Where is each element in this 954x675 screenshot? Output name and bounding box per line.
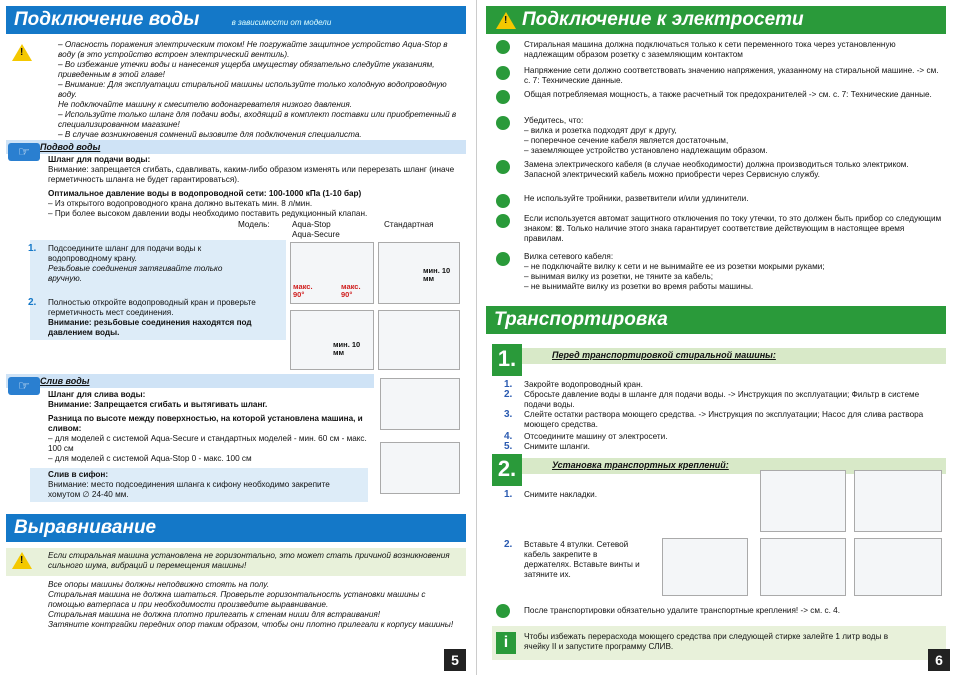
angle-label: макс. 90° xyxy=(293,282,313,299)
step-number: 5. xyxy=(504,441,513,452)
cable-holder-illustration xyxy=(760,538,846,596)
step-number: 4. xyxy=(504,431,513,442)
bullet-icon xyxy=(496,116,510,130)
info-icon: i xyxy=(496,632,516,654)
aqua-stop-connection-illustration xyxy=(290,242,374,304)
inlet-hose-label: Шланг для подачи воды: xyxy=(48,155,151,164)
drain-subtitle: Слив воды xyxy=(40,376,90,386)
step-note: Резьбовые соединения затягивайте только вручную. xyxy=(48,264,223,283)
bullet-icon xyxy=(496,214,510,228)
bullet-icon xyxy=(496,66,510,80)
bullet-icon xyxy=(496,604,510,618)
step-text: Снимите накладки. xyxy=(524,490,597,499)
sec1-title: Перед транспортировкой стиральной машины: xyxy=(552,350,776,360)
inlet-body xyxy=(48,155,458,219)
step-number: 1. xyxy=(504,379,513,390)
siphon-label: Слив в сифон: xyxy=(48,470,109,479)
hand-pointer-icon: ☞ xyxy=(8,143,40,161)
power-item: Общая потребляемая мощность, а также расчетный ток предохранителей -> см. с. 7: Технические данные. xyxy=(524,90,932,99)
drain-body xyxy=(48,390,378,464)
faucet-illustration xyxy=(290,310,374,370)
angle-label: макс. 90° xyxy=(341,282,361,299)
step-number: 2. xyxy=(28,297,37,308)
power-item: Стиральная машина должна подключаться только к сети переменного тока через установленную надлежащим образом розетку с заземляющим контактом xyxy=(524,40,896,59)
inlet-subheader xyxy=(6,140,466,154)
inlet-hose-warning: Внимание: запрещается сгибать, сдавливать, каким-либо образом изменять или перерезать шланг (иначе герметичность шланга не будет гарантироваться). xyxy=(48,165,455,184)
transport-title: Транспортировка xyxy=(494,309,668,330)
power-item: Вилка сетевого кабеля: – не подключайте вилку к сети и не вынимайте ее из розетки мокрыми руками; – вынимая вилку из розетки, не тяните за кабель; – не вынимайте вилку из розетки во время работы машины. xyxy=(524,252,825,291)
bullet-icon xyxy=(496,252,510,266)
model-standard: Стандартная xyxy=(384,220,434,229)
page-divider xyxy=(476,0,477,675)
model-label: Модель: xyxy=(238,220,270,229)
sec1-subheader xyxy=(518,348,946,364)
step-note: Внимание: резьбовые соединения находятся под давлением воды. xyxy=(48,318,252,337)
hand-pointer-icon: ☞ xyxy=(8,377,40,395)
step-number: 1. xyxy=(504,489,513,500)
step-text xyxy=(48,244,248,284)
bullet-icon xyxy=(496,160,510,174)
leveling-text: Все опоры машины должны неподвижно стоять на полу. Стиральная машина не должна шататься. Проверьте горизонтальность установки машины с помощью ватерпаса и при необходимости произведите выравнивание. Стиральная машина не должна плотно прилегать к стенам ниши для встраивания! Затяните контргайки передних опор таким образом, чтобы они плотно прилегали к корпусу машины! xyxy=(48,580,454,629)
step-number: 1. xyxy=(28,243,37,254)
power-item: Замена электрического кабеля (в случае необходимости) должна производиться только электриком. Запасной электрический кабель можно приобрести через Сервисную службу. xyxy=(524,160,909,179)
step-text: Отсоедините машину от электросети. xyxy=(524,432,668,441)
drain-hose-label: Шланг для слива воды: xyxy=(48,390,146,399)
warning-icon: ! xyxy=(12,44,32,61)
sec2-title: Установка транспортных креплений: xyxy=(552,460,729,470)
sink-illustration xyxy=(380,442,460,494)
min-distance-label: мин. 10 мм xyxy=(423,266,451,283)
step-instruction: Полностью откройте водопроводный кран и проверьте герметичность мест соединения. xyxy=(48,298,256,317)
step-number: 3. xyxy=(504,409,513,420)
section-number: 1. xyxy=(492,344,522,376)
step-number: 2. xyxy=(504,539,513,550)
machine-back-illustration xyxy=(760,470,846,532)
drain-height-list: – для моделей с системой Aqua-Secure и стандартных моделей - мин. 60 см - макс. 100 см – для моделей с системой Aqua-Stop 0 - макс. 100 см xyxy=(48,434,367,463)
sleeve-insert-illustration xyxy=(662,538,748,596)
model-note: в зависимости от модели xyxy=(231,18,332,27)
info-text: Чтобы избежать перерасхода моющего средства при следующей стирке залейте 1 литр воды в ячейку II и запустите программу СЛИВ. xyxy=(524,632,889,651)
leveling-header xyxy=(6,514,466,542)
step-text: Закройте водопроводный кран. xyxy=(524,380,643,389)
power-item: Не используйте тройники, разветвители и/или удлинители. xyxy=(524,194,749,203)
step-number: 2. xyxy=(504,389,513,400)
min-distance-label: мин. 10 мм xyxy=(333,340,361,357)
drain-hose-illustration xyxy=(380,378,460,430)
model-aqua-stop: Aqua-Stop Aqua-Secure xyxy=(292,220,340,239)
inlet-pressure: Оптимальное давление воды в водопроводной сети: 100-1000 кПа (1-10 бар) xyxy=(48,189,362,198)
drain-height: Разница по высоте между поверхностью, на которой установлена машина, и сливом: xyxy=(48,414,363,433)
water-warnings: – Опасность поражения электрическим током! Не погружайте защитное устройство Aqua-Stop в воду (в это устройство встроен электрический вентиль). – Во избежание утечки воды и нанесения ущерба имуществу обязательно следуйте указаниям, приведенным в этой главе! – Внимание: Для эксплуатации стиральной машины используйте только холодную водопроводную воду. Не подключайте машину к смесителю водонагревателя низкого давления. – Используйте только шланг для подачи воды, входящий в комплект поставки или приобретенный в специализированном магазине! – В случае возникновения сомнений вызовите для подключения специалиста. xyxy=(58,40,457,139)
bullet-icon xyxy=(496,90,510,104)
power-connection-header xyxy=(486,6,946,34)
step-text: Снимите шланги. xyxy=(524,442,590,451)
power-item: Убедитесь, что: – вилка и розетка подходят друг к другу, – поперечное сечение кабеля является достаточным, – заземляющее устройство установлено надлежащим образом. xyxy=(524,116,768,155)
page-number: 5 xyxy=(444,649,466,671)
page-number: 6 xyxy=(928,649,950,671)
power-connection-title: Подключение к электросети xyxy=(522,9,804,30)
screw-tighten-illustration xyxy=(854,538,942,596)
page-left xyxy=(0,0,472,675)
cover-removal-illustration xyxy=(854,470,942,532)
siphon-body xyxy=(48,470,358,500)
step-instruction: Подсоедините шланг для подачи воды к водопроводному крану. xyxy=(48,244,202,263)
step-text: Сбросьте давление воды в шланге для подачи воды. -> Инструкция по эксплуатации; Фильтр в системе подачи воды. xyxy=(524,390,920,409)
bullet-icon xyxy=(496,194,510,208)
warning-icon: ! xyxy=(12,552,32,569)
drain-subheader xyxy=(6,374,374,388)
bullet-icon xyxy=(496,40,510,54)
leveling-warning: Если стиральная машина установлена не горизонтально, это может стать причиной возникновения сильного шума, вибраций и перемещения машины! xyxy=(48,551,450,570)
transport-header xyxy=(486,306,946,334)
power-item: Если используется автомат защитного отключения по току утечки, то это должен быть прибор со следующим знаком: ⊠. Только наличие этого знака гарантирует соответствие действующим в настоящее время правилам. xyxy=(524,214,942,243)
transport-final-note: После транспортировки обязательно удалите транспортные крепления! -> см. с. 4. xyxy=(524,606,841,615)
leveling-title: Выравнивание xyxy=(14,517,157,538)
power-item: Напряжение сети должно соответствовать значению напряжения, указанному на стиральной машине. -> см. с. 7: Технические данные. xyxy=(524,66,939,85)
step-text: Слейте остатки раствора моющего средства. -> Инструкция по эксплуатации; Насос для слива раствора моющего средства. xyxy=(524,410,924,429)
standard-connection-illustration xyxy=(378,242,460,304)
step-text xyxy=(48,298,278,338)
siphon-text: Внимание: место подсоединения шланга к сифону необходимо закрепите хомутом ∅ 24-40 мм. xyxy=(48,480,330,499)
step-text: Вставьте 4 втулки. Сетевой кабель закрепите в держателях. Вставьте винты и затяните их. xyxy=(524,540,640,579)
section-number: 2. xyxy=(492,454,522,486)
water-connection-header xyxy=(6,6,466,34)
water-connection-title: Подключение воды xyxy=(14,9,200,30)
warning-icon: ! xyxy=(496,12,516,29)
inlet-subtitle: Подвод воды xyxy=(40,142,101,152)
inlet-pressure-list: – Из открытого водопроводного крана должно вытекать мин. 8 л/мин. – При более высоком давлении воды необходимо поставить редукционный клапан. xyxy=(48,199,368,218)
drain-hose-warning: Внимание: Запрещается сгибать и вытягивать шланг. xyxy=(48,400,268,409)
machine-connection-illustration xyxy=(378,310,460,370)
page-right xyxy=(482,0,954,675)
